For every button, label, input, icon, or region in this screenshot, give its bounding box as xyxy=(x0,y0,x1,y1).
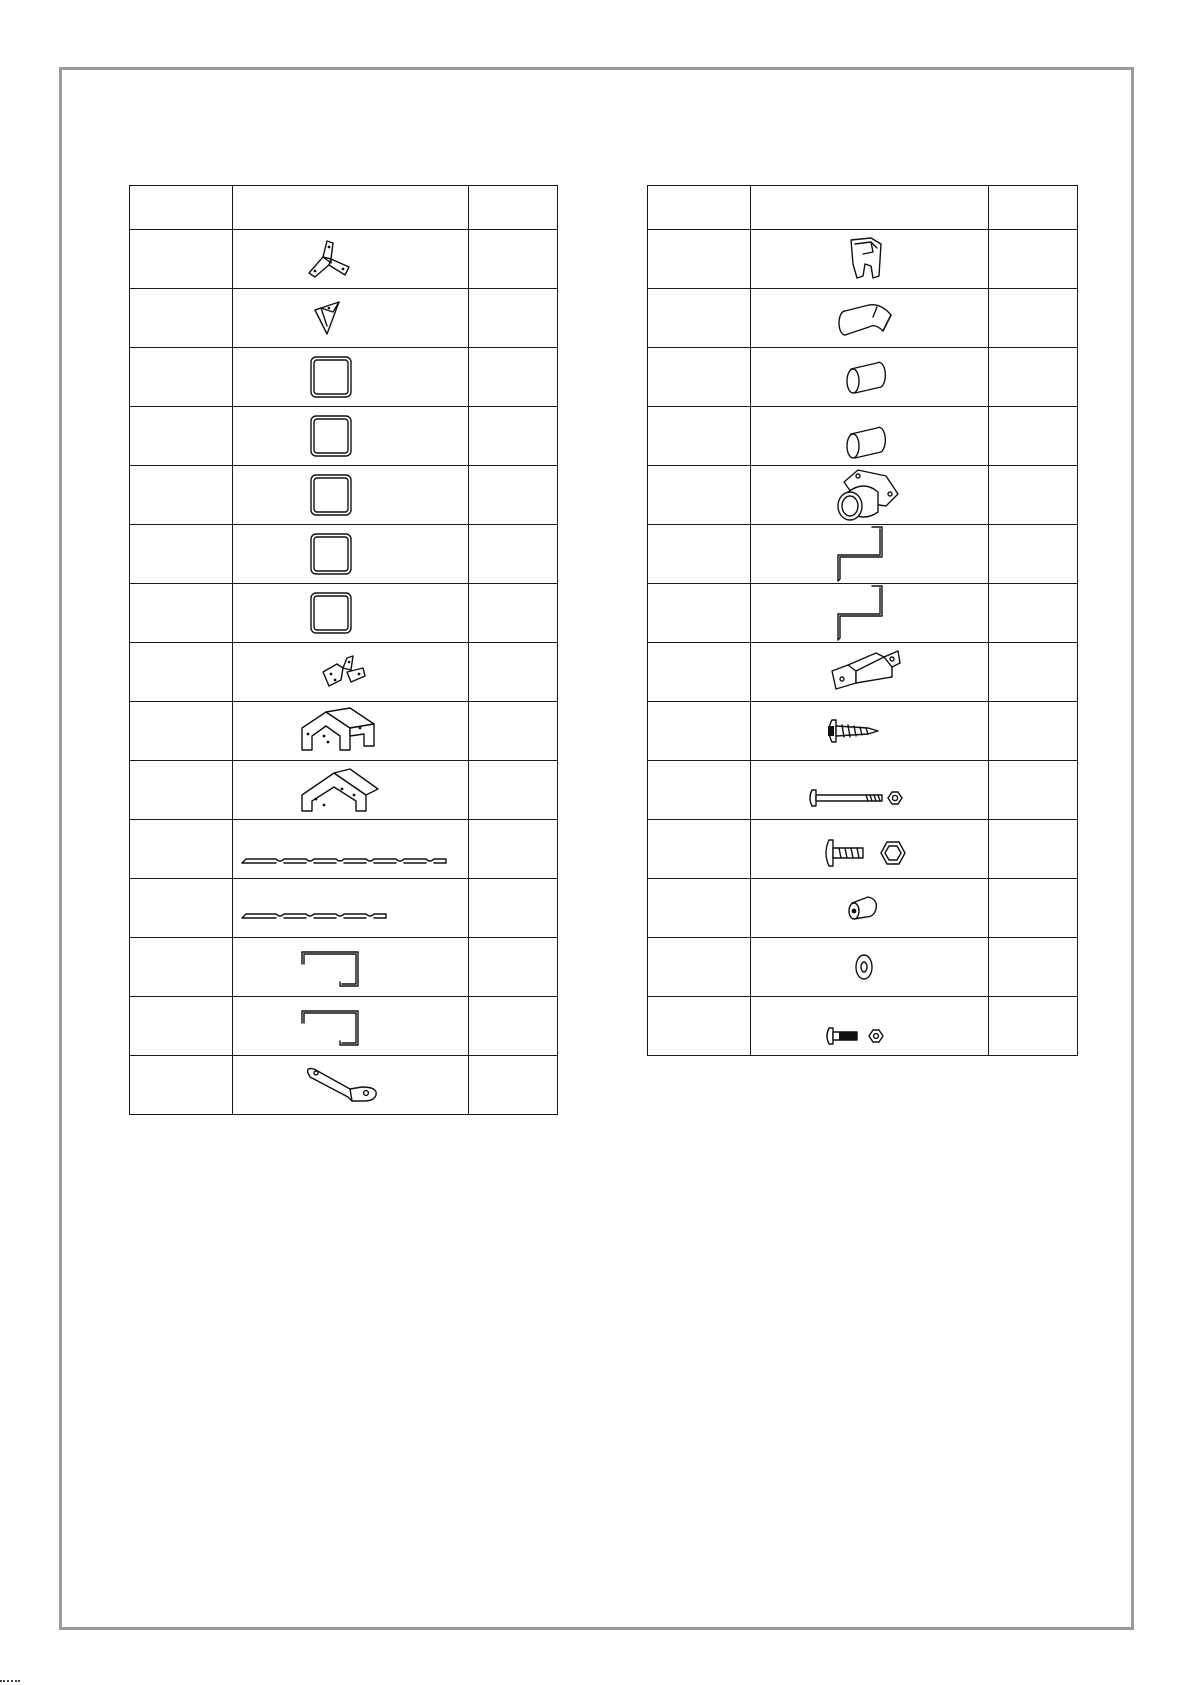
table-row xyxy=(130,702,558,761)
quantity-cell xyxy=(469,407,558,466)
quantity-cell xyxy=(469,289,558,348)
part-number-cell xyxy=(648,348,751,407)
downpipe-outlet-flange-icon xyxy=(828,466,904,524)
square-panel-icon xyxy=(308,472,354,518)
table-row xyxy=(648,584,1078,643)
quantity-cell xyxy=(989,702,1078,761)
part-number-cell xyxy=(648,761,751,820)
table-row xyxy=(130,879,558,938)
quantity-cell xyxy=(989,466,1078,525)
table-row xyxy=(130,466,558,525)
quantity-cell xyxy=(989,407,1078,466)
quantity-cell xyxy=(989,643,1078,702)
table-row xyxy=(130,230,558,289)
part-number-cell xyxy=(130,702,233,761)
bolt-and-hex-nut-icon xyxy=(821,836,911,870)
quantity-cell xyxy=(469,230,558,289)
square-panel-icon xyxy=(308,531,354,577)
quantity-cell xyxy=(469,820,558,879)
square-panel-icon xyxy=(308,354,354,400)
part-number-cell xyxy=(648,643,751,702)
part-number-cell xyxy=(130,938,233,997)
c-channel-profile-icon xyxy=(296,944,366,990)
bolt-cap-icon xyxy=(844,891,884,925)
short-notched-strip-icon xyxy=(240,906,450,926)
quantity-cell xyxy=(989,820,1078,879)
part-number-cell xyxy=(130,348,233,407)
header-part-number xyxy=(130,186,233,230)
quantity-cell xyxy=(469,466,558,525)
table-row xyxy=(130,1056,558,1115)
table-row xyxy=(130,525,558,584)
table-row xyxy=(130,643,558,702)
parts-table-left xyxy=(129,185,558,1115)
table-row xyxy=(648,938,1078,997)
table-row xyxy=(648,997,1078,1056)
part-number-cell xyxy=(648,584,751,643)
header-part-image xyxy=(751,186,989,230)
quantity-cell xyxy=(989,525,1078,584)
table-row xyxy=(130,820,558,879)
part-number-cell xyxy=(648,820,751,879)
short-bolt-and-nut-icon xyxy=(823,1024,893,1048)
table-row xyxy=(648,643,1078,702)
quantity-cell xyxy=(989,230,1078,289)
quantity-cell xyxy=(989,348,1078,407)
pipe-clip-icon xyxy=(841,236,891,282)
three-way-corner-bracket-icon xyxy=(301,237,361,289)
quantity-cell xyxy=(469,643,558,702)
part-number-cell xyxy=(130,584,233,643)
table-row xyxy=(648,407,1078,466)
quantity-cell xyxy=(989,761,1078,820)
part-number-cell xyxy=(130,407,233,466)
table-row xyxy=(130,584,558,643)
quantity-cell xyxy=(469,702,558,761)
table-row xyxy=(130,289,558,348)
table-row xyxy=(648,289,1078,348)
z-profile-icon xyxy=(834,584,890,642)
quantity-cell xyxy=(989,289,1078,348)
parts-table-right xyxy=(647,185,1078,1056)
part-number-cell xyxy=(130,1056,233,1115)
part-number-cell xyxy=(648,230,751,289)
part-number-cell xyxy=(648,407,751,466)
part-number-cell xyxy=(648,702,751,761)
table-row xyxy=(648,879,1078,938)
quantity-cell xyxy=(469,525,558,584)
table-header-row xyxy=(648,186,1078,230)
quantity-cell xyxy=(469,879,558,938)
square-panel-icon xyxy=(308,590,354,636)
part-number-cell xyxy=(130,997,233,1056)
washer-icon xyxy=(851,950,877,984)
quantity-cell xyxy=(469,997,558,1056)
header-quantity xyxy=(469,186,558,230)
table-row xyxy=(130,938,558,997)
part-number-cell xyxy=(648,289,751,348)
z-profile-icon xyxy=(834,525,890,583)
table-row xyxy=(130,997,558,1056)
table-row xyxy=(648,466,1078,525)
quantity-cell xyxy=(989,879,1078,938)
part-number-cell xyxy=(648,938,751,997)
part-number-cell xyxy=(130,466,233,525)
quantity-cell xyxy=(469,348,558,407)
part-number-cell xyxy=(130,525,233,584)
long-bolt-and-nut-icon xyxy=(806,786,906,810)
part-number-cell xyxy=(648,525,751,584)
quantity-cell xyxy=(469,584,558,643)
table-row xyxy=(648,230,1078,289)
header-quantity xyxy=(989,186,1078,230)
table-row xyxy=(648,702,1078,761)
quantity-cell xyxy=(989,584,1078,643)
part-number-cell xyxy=(648,466,751,525)
header-part-number xyxy=(648,186,751,230)
u-bracket-icon xyxy=(828,647,904,697)
offset-flat-bracket-icon xyxy=(302,1063,392,1107)
small-hinge-bracket-icon xyxy=(317,650,373,694)
table-row xyxy=(130,348,558,407)
quantity-cell xyxy=(469,1056,558,1115)
table-row xyxy=(130,407,558,466)
quantity-cell xyxy=(989,938,1078,997)
part-number-cell xyxy=(130,820,233,879)
square-panel-icon xyxy=(308,413,354,459)
header-part-image xyxy=(233,186,469,230)
table-row xyxy=(648,525,1078,584)
part-number-cell xyxy=(648,879,751,938)
pipe-connector-icon xyxy=(841,424,891,460)
table-row xyxy=(130,761,558,820)
triangular-bracket-icon xyxy=(309,296,349,340)
part-number-cell xyxy=(130,761,233,820)
elbow-pipe-icon xyxy=(833,295,899,341)
c-channel-profile-icon xyxy=(296,1003,366,1049)
part-number-cell xyxy=(648,997,751,1056)
part-number-cell xyxy=(130,643,233,702)
table-row xyxy=(648,761,1078,820)
gable-corner-bracket-icon xyxy=(294,765,384,815)
table-row xyxy=(648,348,1078,407)
quantity-cell xyxy=(469,761,558,820)
part-number-cell xyxy=(130,289,233,348)
page-edge-mark xyxy=(0,1680,20,1682)
quantity-cell xyxy=(989,997,1078,1056)
quantity-cell xyxy=(469,938,558,997)
table-row xyxy=(648,820,1078,879)
pipe-connector-icon xyxy=(841,359,891,395)
part-number-cell xyxy=(130,230,233,289)
table-header-row xyxy=(130,186,558,230)
long-notched-strip-icon xyxy=(240,851,450,871)
self-tapping-screw-icon xyxy=(824,716,884,746)
part-number-cell xyxy=(130,879,233,938)
gable-corner-bracket-icon xyxy=(294,706,384,756)
